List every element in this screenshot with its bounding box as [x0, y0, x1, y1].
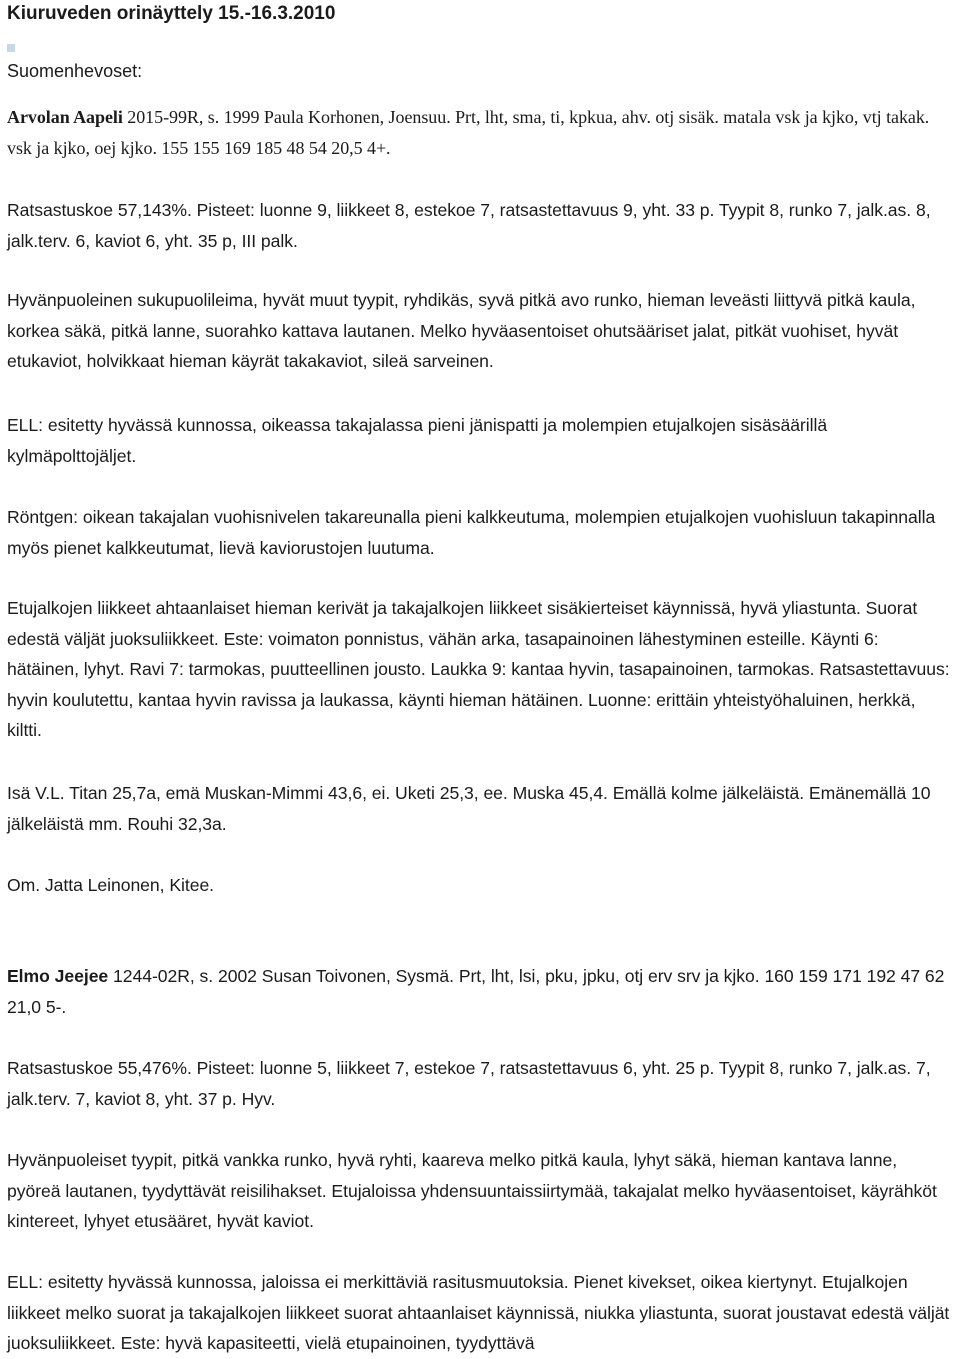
horse-1-header [7, 102, 953, 163]
horse-1-xray: Röntgen: oikean takajalan vuohisnivelen takareunalla pieni kalkkeutuma, molempien etujalkojen vuohisluun takapinnalla myös pienet kalkkeutumat, lievä kaviorustojen luutuma. [7, 507, 936, 558]
horse-1-exterior: Hyvänpuoleinen sukupuolileima, hyvät muut tyypit, ryhdikäs, syvä pitkä avo runko, hieman leveästi liittyvä pitkä kaula, korkea säkä, pitkä lanne, suorahko kattava lautanen. Melko hyväasentoiset ohutsääriset jalat, pitkät vuohiset, hyvät etukaviot, holvikkaat hieman käyrät takakaviot, sileä sarveinen. [7, 290, 916, 371]
horse-2-header [7, 961, 953, 1022]
horse-2-riding-test: Ratsastuskoe 55,476%. Pisteet: luonne 5, liikkeet 7, estekoe 7, ratsastettavuus 6, yht. 25 p. Tyypit 8, runko 7, jalk.as. 7, jalk.terv. 7, kaviot 8, yht. 37 p. Hyv. [7, 1058, 931, 1109]
horse-1-pedigree: Isä V.L. Titan 25,7a, emä Muskan-Mimmi 43,6, ei. Uketi 25,3, ee. Muska 45,4. Emällä kolme jälkeläistä. Emänemällä 10 jälkeläistä mm. Rouhi 32,3a. [7, 783, 931, 834]
horse-1-owner: Om. Jatta Leinonen, Kitee. [7, 875, 215, 895]
horse-2-details: 1244-02R, s. 2002 Susan Toivonen, Sysmä. Prt, lht, lsi, pku, jpku, otj erv srv ja kjko. 160 159 171 192 47 62 21,0 5-. [7, 966, 945, 1017]
horse-2-vet: ELL: esitetty hyvässä kunnossa, jaloissa ei merkittäviä rasitusmuutoksia. Pienet kivekset, oikea kiertynyt. Etujalkojen liikkeet melko suorat ja takajalkojen liikkeet suorat ahtaanlaiset käynnissä, niukka yliastunta, suorat joustavat edestä väljät juoksuliikkeet. Este: hyvä kapasiteetti, vielä etupainoinen, tyydyttävä [7, 1272, 950, 1353]
document-title: Kiuruveden orinäyttely 15.-16.3.2010 [7, 3, 336, 24]
horse-1-vet: ELL: esitetty hyvässä kunnossa, oikeassa takajalassa pieni jänispatti ja molempien etujalkojen sisäsäärillä kylmäpolttojäljet. [7, 415, 828, 466]
horse-2-exterior: Hyvänpuoleiset tyypit, pitkä vankka runko, hyvä ryhti, kaareva melko pitkä kaula, lyhyt säkä, hieman kantava lanne, pyöreä lautanen, tyydyttävät reisilihakset. Etujaloissa yhdensuuntaissiirtymää, takajalat melko hyväasentoiset, käyrähköt kintereet, lyhyet etusääret, hyvät kaviot. [7, 1150, 937, 1231]
horse-1-riding-test: Ratsastuskoe 57,143%. Pisteet: luonne 9, liikkeet 8, estekoe 7, ratsastettavuus 9, yht. 33 p. Tyypit 8, runko 7, jalk.as. 8, jalk.terv. 6, kaviot 6, yht. 35 p, III palk. [7, 200, 931, 251]
horse-1-movement: Etujalkojen liikkeet ahtaanlaiset hieman kerivät ja takajalkojen liikkeet sisäkierteiset käynnissä, hyvä yliastunta. Suorat edestä väljät juoksuliikkeet. Este: voimaton ponnistus, vähän arka, tasapainoinen lähestyminen esteille. Käynti 6: hätäinen, lyhyt. Ravi 7: tarmokas, puutteellinen jousto. Laukka 9: kantaa hyvin, tasapainoinen, tarmokas. Ratsastettavuus: hyvin koulutettu, kantaa hyvin ravissa ja laukassa, käynti hieman hätäinen. Luonne: erittäin yhteistyöhaluinen, herkkä, kiltti. [7, 598, 950, 740]
bullet-marker-icon [7, 44, 15, 52]
horse-1-name: Arvolan Aapeli [7, 107, 123, 127]
horse-1-details: 2015-99R, s. 1999 Paula Korhonen, Joensuu. Prt, lht, sma, ti, kpkua, ahv. otj sisäk. matala vsk ja kjko, vtj takak. vsk ja kjko, oej kjko. 155 155 169 185 48 54 20,5 4+. [7, 107, 930, 158]
section-label: Suomenhevoset: [7, 61, 143, 81]
horse-2-name: Elmo Jeejee [7, 966, 109, 986]
